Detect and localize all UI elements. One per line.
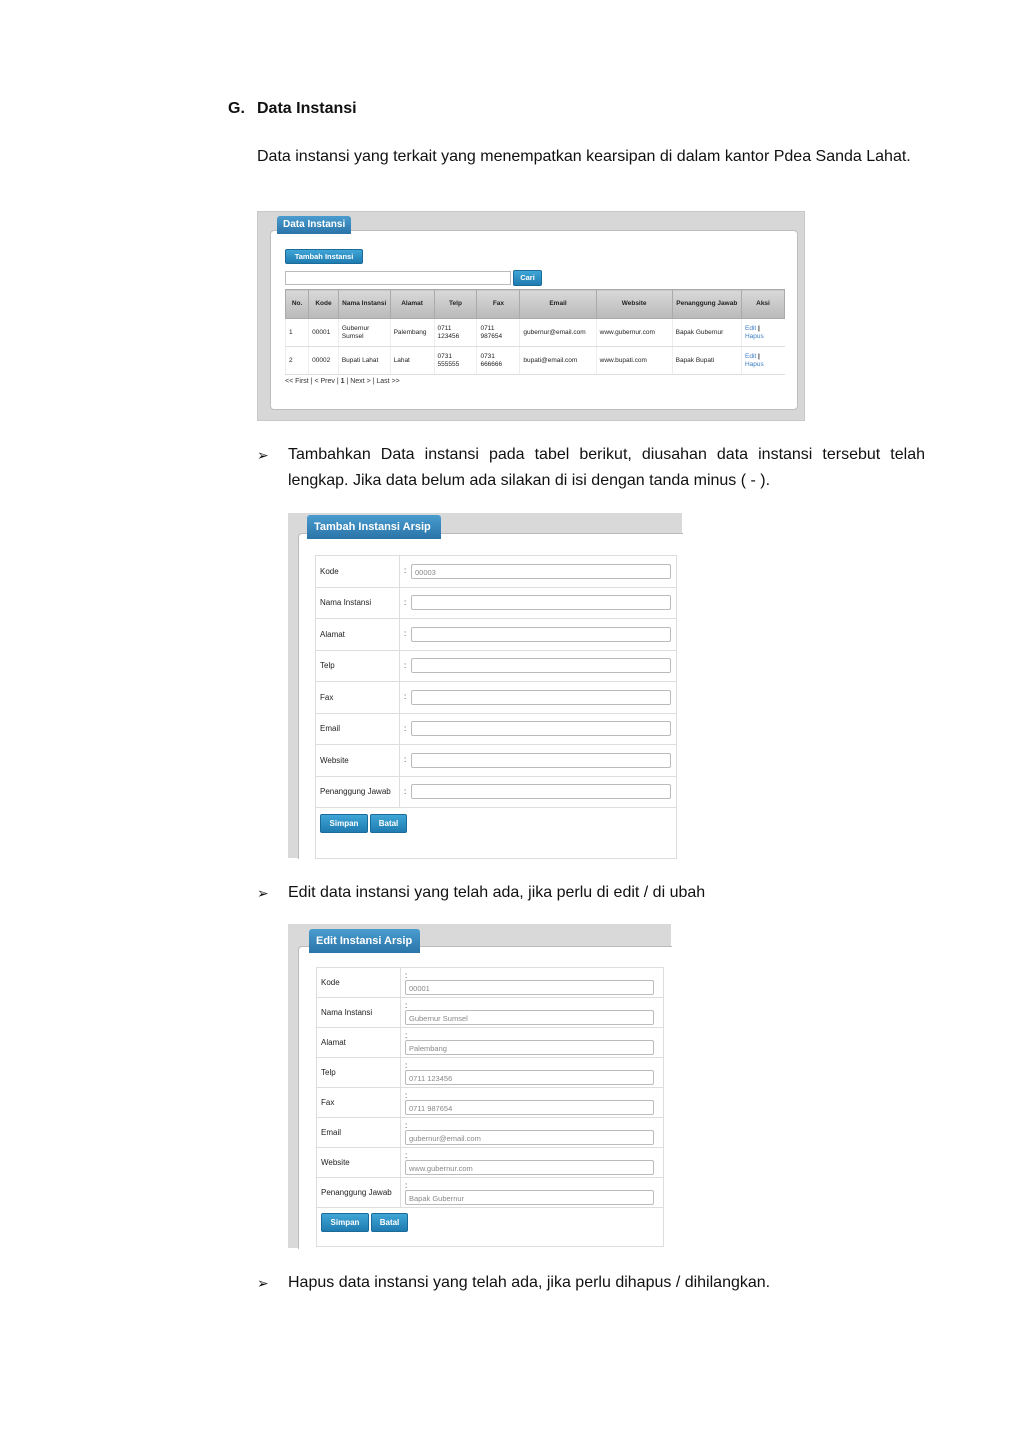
fax-input[interactable] [411,690,671,705]
cell-pj: Bapak Gubernur [672,319,741,347]
nama-instansi-input[interactable] [411,595,671,610]
penanggung-jawab-input[interactable] [411,784,671,799]
kode-input[interactable]: 00001 [405,980,654,995]
field-colon: : [405,1120,408,1130]
field-label: Alamat [316,619,400,651]
edit-form-title: Edit Instansi Arsip [309,929,420,953]
field-label: Website [316,745,400,777]
field-colon: : [405,1000,408,1010]
column-header: Nama Instansi [338,290,390,319]
cancel-button[interactable]: Batal [370,814,407,833]
pager-last[interactable]: Last >> [376,378,400,385]
penanggung-jawab-input[interactable]: Bapak Gubernur [405,1190,654,1205]
column-header: Telp [434,290,477,319]
cell-telp: 0731 555555 [434,347,477,375]
form-row [317,1148,664,1178]
cancel-button[interactable]: Batal [371,1213,408,1232]
link-separator: | [758,324,760,332]
field-label: Nama Instansi [317,998,401,1028]
field-label: Website [317,1148,401,1178]
form-row [317,1058,664,1088]
bullet-arrow-icon: ➢ [257,447,269,463]
alamat-input[interactable]: Palembang [405,1040,654,1055]
form-row [316,713,677,745]
form-row [316,776,677,808]
field-colon: : [405,1060,408,1070]
form-row [316,682,677,714]
cell-website: www.gubernur.com [596,319,672,347]
field-colon: : [405,1030,408,1040]
form-row [316,587,677,619]
column-header: Aksi [741,290,784,319]
bullet-delete-text: Hapus data instansi yang telah ada, jika perlu dihapus / dihilangkan. [288,1274,771,1291]
form-actions-row [316,808,677,859]
field-label: Penanggung Jawab [316,776,400,808]
field-label: Email [316,713,400,745]
cell-alamat: Lahat [390,347,434,375]
bullet-delete [257,1270,925,1296]
add-instansi-form [315,555,677,859]
telp-input[interactable]: 0711 123456 [405,1070,654,1085]
add-instansi-button[interactable]: Tambah Instansi [285,249,363,264]
section-letter: G. [228,100,245,117]
field-colon: : [404,723,407,733]
field-label: Alamat [317,1028,401,1058]
field-label: Penanggung Jawab [317,1178,401,1208]
field-label: Telp [316,650,400,682]
website-input[interactable]: www.gubernur.com [405,1160,654,1175]
field-label: Nama Instansi [316,587,400,619]
cell-pj: Bapak Bupati [672,347,741,375]
search-input[interactable] [285,271,511,285]
search-button[interactable]: Cari [513,270,542,286]
form-row [317,968,664,998]
field-label: Fax [317,1088,401,1118]
cell-fax: 0731 666666 [477,347,520,375]
form-row [316,619,677,651]
bullet-add-text: Tambahkan Data instansi pada tabel berikut, diusahan data instansi tersebut telah lengkap. Jika data belum ada silakan di isi dengan tanda minus ( - ). [288,446,925,489]
field-colon: : [404,755,407,765]
fax-input[interactable]: 0711 987654 [405,1100,654,1115]
field-label: Email [317,1118,401,1148]
bullet-edit [257,880,925,906]
link-separator: | [758,352,760,360]
alamat-input[interactable] [411,627,671,642]
field-colon: : [404,786,407,796]
website-input[interactable] [411,753,671,768]
cell-kode: 00002 [309,347,339,375]
add-form-title: Tambah Instansi Arsip [307,515,441,539]
cell-email: bupati@email.com [520,347,596,375]
field-colon: : [404,660,407,670]
cell-telp: 0711 123456 [434,319,477,347]
bullet-arrow-icon: ➢ [257,1275,269,1291]
form-actions-row [317,1208,664,1247]
panel-title: Data Instansi [277,216,351,234]
bullet-arrow-icon: ➢ [257,885,269,901]
form-row [316,650,677,682]
field-colon: : [404,597,407,607]
email-input[interactable] [411,721,671,736]
column-header: Email [520,290,596,319]
field-colon: : [404,566,407,576]
kode-input[interactable]: 00003 [411,564,671,579]
column-header: Penanggung Jawab [672,290,741,319]
pager-prev[interactable]: < Prev [314,378,335,385]
form-row [317,1088,664,1118]
section-heading [228,100,357,118]
bullet-edit-text: Edit data instansi yang telah ada, jika perlu di edit / di ubah [288,884,706,901]
pager-current: 1 [340,378,345,385]
telp-input[interactable] [411,658,671,673]
column-header: Fax [477,290,520,319]
delete-link[interactable]: Hapus [744,360,764,368]
column-header: Website [596,290,672,319]
edit-link[interactable]: Edit [744,324,757,332]
bullet-add [257,442,925,494]
table-header-row [286,290,785,319]
form-row [317,1178,664,1208]
delete-link[interactable]: Hapus [744,332,764,340]
cell-aksi [741,319,784,347]
table-row [286,347,785,375]
field-label: Kode [316,556,400,588]
field-label: Kode [317,968,401,998]
column-header: Kode [309,290,339,319]
field-colon: : [404,629,407,639]
field-colon: : [405,970,408,980]
table-row [286,319,785,347]
save-button[interactable]: Simpan [321,1213,369,1232]
field-colon: : [405,1180,408,1190]
edit-instansi-form [316,967,664,1247]
save-button[interactable]: Simpan [320,814,368,833]
intro-paragraph: Data instansi yang terkait yang menempatkan kearsipan di dalam kantor Pdea Sanda Lahat. [257,148,911,165]
form-row [317,998,664,1028]
email-input[interactable]: gubernur@email.com [405,1130,654,1145]
edit-link[interactable]: Edit [744,352,757,360]
cell-nama: Gubernur Sumsel [338,319,390,347]
cell-no: 1 [286,319,309,347]
pagination: << First | < Prev | 1 | Next > | Last >> [285,378,400,385]
form-row [316,556,677,588]
cell-fax: 0711 987654 [477,319,520,347]
cell-website: www.bupati.com [596,347,672,375]
pager-first[interactable]: << First [285,378,309,385]
cell-aksi [741,347,784,375]
cell-no: 2 [286,347,309,375]
column-header: No. [286,290,309,319]
field-label: Fax [316,682,400,714]
form-row [317,1118,664,1148]
field-colon: : [405,1090,408,1100]
cell-email: gubernur@email.com [520,319,596,347]
nama-instansi-input[interactable]: Gubernur Sumsel [405,1010,654,1025]
column-header: Alamat [390,290,434,319]
field-colon: : [405,1150,408,1160]
cell-kode: 00001 [309,319,339,347]
field-colon: : [404,692,407,702]
form-row [316,745,677,777]
section-title: Data Instansi [257,100,357,117]
cell-nama: Bupati Lahat [338,347,390,375]
form-row [317,1028,664,1058]
instansi-table [285,289,785,375]
field-label: Telp [317,1058,401,1088]
cell-alamat: Palembang [390,319,434,347]
pager-next[interactable]: Next > [350,378,371,385]
